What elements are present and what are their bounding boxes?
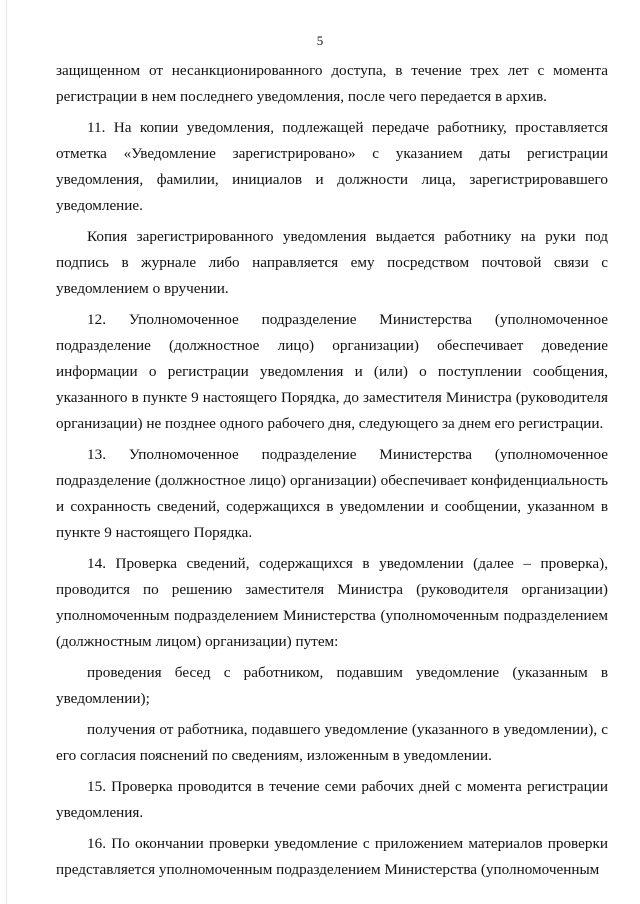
- paragraph-item-15: 15. Проверка проводится в течение семи рабочих дней с момента регистрации уведомления.: [56, 778, 608, 821]
- document-body: [56, 58, 608, 883]
- paragraph-item-14: 14. Проверка сведений, содержащихся в уведомлении (далее – проверка), проводится по решению заместителя Министра (руководителя организации) уполномоченным подразделением Министерства (уполномоченным подразделением (должностным лицом) организации) путем:: [56, 555, 608, 650]
- paragraph-item-13: 13. Уполномоченное подразделение Министерства (уполномоченное подразделение (должностное лицо) организации) обеспечивает конфиденциальность и сохранность сведений, содержащихся в уведомлении и сообщении, указанном в пункте 9 настоящего Порядка.: [56, 446, 608, 541]
- paragraph-continuation: защищенном от несанкционированного доступа, в течение трех лет с момента регистрации в нем последнего уведомления, после чего передается в архив.: [56, 62, 608, 105]
- paragraph-item-12: 12. Уполномоченное подразделение Министерства (уполномоченное подразделение (должностное лицо) организации) обеспечивает доведение информации о регистрации уведомления и (или) о поступлении сообщения, указанного в пункте 9 настоящего Порядка, до заместителя Министра (руководителя организации) не позднее одного рабочего дня, следующего за днем его регистрации.: [56, 311, 608, 432]
- paragraph-item-11: 11. На копии уведомления, подлежащей передаче работнику, проставляется отметка «Уведомление зарегистрировано» с указанием даты регистрации уведомления, фамилии, инициалов и должности лица, зарегистрировавшего уведомление.: [56, 119, 608, 214]
- paragraph-item-14-a: проведения бесед с работником, подавшим уведомление (указанным в уведомлении);: [56, 664, 608, 707]
- paragraph-item-14-b: получения от работника, подавшего уведомление (указанного в уведомлении), с его согласия пояснений по сведениям, изложенным в уведомлении.: [56, 721, 608, 764]
- paragraph-copy-notice: Копия зарегистрированного уведомления выдается работнику на руки под подпись в журнале либо направляется ему посредством почтовой связи с уведомлением о вручении.: [56, 228, 608, 297]
- page-number: 5: [316, 33, 324, 48]
- page-edge-line: [6, 0, 7, 904]
- paragraph-item-16: 16. По окончании проверки уведомление с приложением материалов проверки представляется уполномоченным подразделением Министерства (уполномоченным: [56, 835, 608, 878]
